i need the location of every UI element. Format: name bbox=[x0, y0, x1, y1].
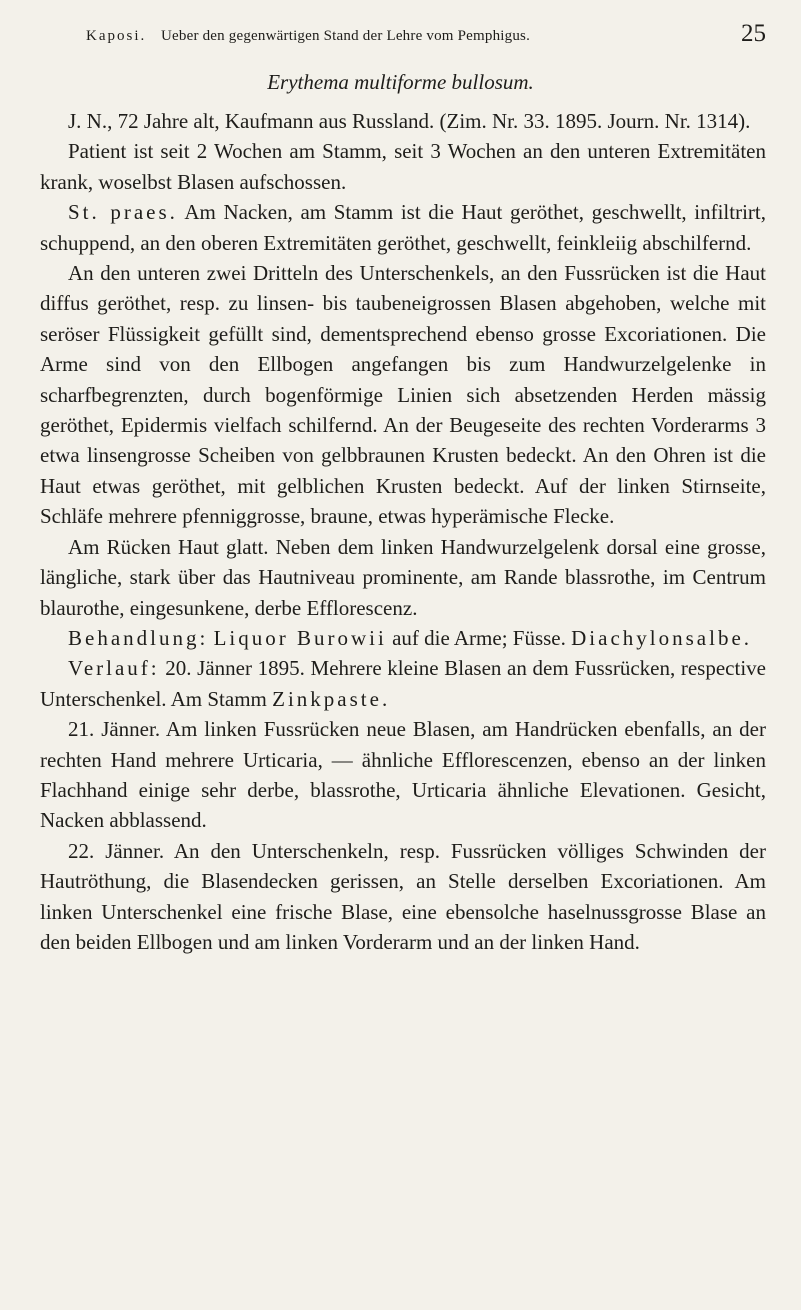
course-label: Verlauf: bbox=[68, 656, 160, 681]
treatment-salbe: Diachylonsalbe. bbox=[571, 625, 753, 650]
paragraph-jan-21: 21. Jänner. Am linken Fussrücken neue Blasen, am Handrücken ebenfalls, an der rechten Hand mehrere Urticaria, — ähnliche Efflorescenzen, ebenso an der linken Flachhand einige sehr derbe, blassrothe, Urticaria ähnliche Elevationen. Gesicht, Nacken abblassend. bbox=[40, 717, 766, 833]
status-praesens-text: Am Nacken, am Stamm ist die Haut geröthet, geschwellt, infiltrirt, schuppend, an den oberen Extremitäten geröthet, geschwellt, feinkleiig abschilfernd. bbox=[40, 200, 766, 255]
header-author: Kaposi. bbox=[86, 28, 147, 44]
paragraph-history: Patient ist seit 2 Wochen am Stamm, seit 3 Wochen an den unteren Extremitäten krank, woselbst Blasen aufschossen. bbox=[40, 139, 766, 194]
paragraph-lower-limbs: An den unteren zwei Dritteln des Unterschenkels, an den Fussrücken ist die Haut diffus geröthet, resp. zu linsen- bis taubeneigrossen Blasen abgehoben, welche mit seröser Flüssigkeit gefüllt sind, dementsprechend ebenso grosse Excoriationen. Die Arme sind von den Ellbogen angefangen bis zum Handwurzelgelenke in scharfbegrenzten, durch bogenförmige Linien sich absetzenden Herden mässig geröthet, Epidermis vielfach schilfernd. An der Beugeseite des rechten Vorderarms 3 etwa linsengrosse Scheiben von gelbbraunen Krusten bedeckt. An den Ohren ist die Haut etwas geröthet, mit gelblichen Krusten bedeckt. Auf der linken Stirnseite, Schläfe mehrere pfenniggrosse, braune, etwas hyperämische Flecke. bbox=[40, 261, 766, 529]
treatment-liquor: Liquor Burowii bbox=[213, 625, 387, 650]
paragraph-back: Am Rücken Haut glatt. Neben dem linken Handwurzelgelenk dorsal eine grosse, längliche, stark über das Hautniveau prominente, am Rande blassrothe, im Centrum blaurothe, eingesunkene, derbe Efflorescenz. bbox=[40, 534, 766, 620]
treatment-text: auf die Arme; Füsse. bbox=[386, 625, 572, 650]
paragraph-status-praesens bbox=[40, 197, 766, 258]
paragraph-jan-22: 22. Jänner. An den Unterschenkeln, resp. Fussrücken völliges Schwinden der Hautröthung, die Blasendecken gerissen, an Stelle derselben Excoriationen. Am linken Unterschenkel eine frische Blase, eine ebensolche haselnussgrosse Blase an den beiden Ellbogen und am linken Vorderarm und an der linken Hand. bbox=[40, 838, 766, 954]
section-title: Erythema multiforme bullosum. bbox=[267, 70, 534, 94]
paragraph-treatment bbox=[40, 623, 766, 653]
running-header bbox=[86, 22, 766, 52]
body-text bbox=[40, 106, 766, 957]
status-praesens-label: St. praes. bbox=[68, 200, 178, 225]
paragraph-patient: J. N., 72 Jahre alt, Kaufmann aus Russland. (Zim. Nr. 33. 1895. Journ. Nr. 1314). bbox=[68, 109, 751, 133]
course-text: 20. Jänner 1895. Mehrere kleine Blasen an dem Fussrücken, respective Unterschenkel. Am Stamm bbox=[40, 656, 766, 711]
course-paste: Zinkpaste. bbox=[272, 686, 391, 711]
page-number: 25 bbox=[741, 20, 766, 47]
paragraph-course bbox=[40, 653, 766, 714]
header-running-title: Ueber den gegenwärtigen Stand der Lehre vom Pemphigus. bbox=[161, 28, 531, 44]
treatment-label: Behandlung: bbox=[68, 625, 209, 650]
